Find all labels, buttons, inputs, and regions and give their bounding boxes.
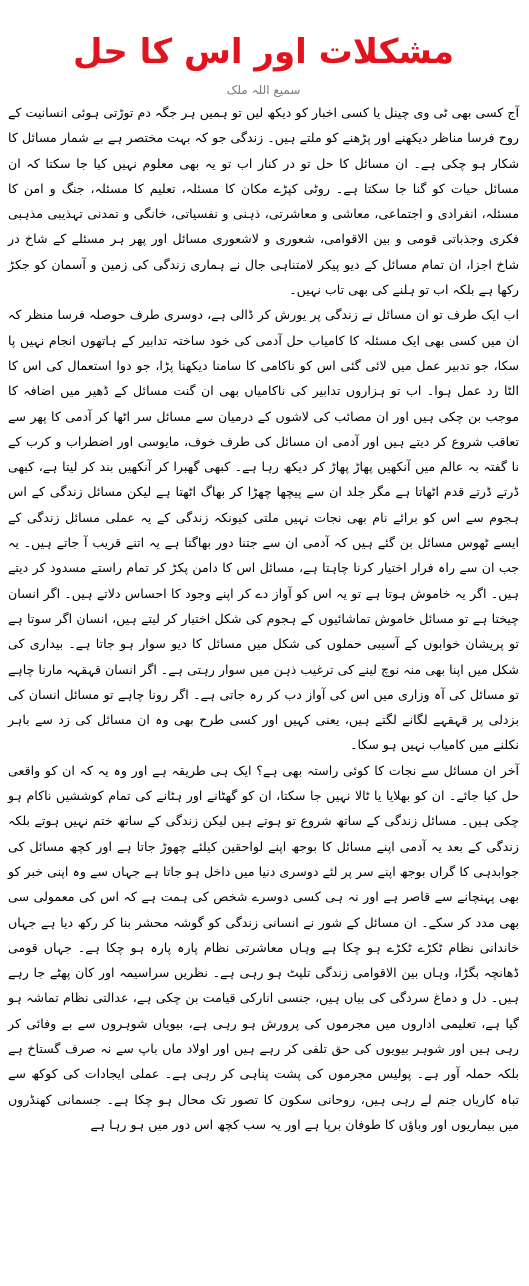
article-paragraph: اب ایک طرف تو ان مسائل نے زندگی پر یورش کر ڈالی ہے، دوسری طرف حوصلہ فرسا منظر کہ ان میں کسی بھی ایک مسئلہ کا کامیاب حل آدمی کی خود ساختہ تدابیر کے ہاتھوں انجام نہیں پا سکا، جو تدبیر عمل میں لائی گئی اس کو ناکامی کا سامنا دیکھنا پڑا، جو دوا استعمال کی اس کا الٹا رد عمل ہوا۔ اب تو ہزاروں تدابیر کی ناکامیاں بھی ان گنت مسائل کے ڈھیر میں اضافہ کا موجب بن چکی ہیں اور ان مصائب کی لاشوں کے درمیان سے مسائل سر اٹھا کر آدمی کا پھر سے تعاقب شروع کر دیتے ہیں اور آدمی ان مسائل کی طرف خوف، مایوسی اور اضطراب و کرب کے نا گفتہ بہ عالم میں آنکھیں پھاڑ پھاڑ کر دیکھ رہا ہے۔ کبھی گھبرا کر آنکھیں بند کر لیتا ہے، کبھی ڈرتے ڈرتے قدم اٹھاتا ہے مگر جلد ان سے پیچھا چھڑا کر بھاگ اٹھتا ہے لیکن مسائل زندگی کے اس ہجوم سے اس کو برائے نام بھی نجات نہیں ملتی کیونکہ زندگی کے یہ عملی مسائل زندگی کے ایسے ٹھوس مسائل بن گئے ہیں کہ آدمی ان سے جتنا دور بھاگتا ہے یہ اتنے قریب آ جاتے ہیں۔ یہ جب ان سے راہ فرار اختیار کرنا چاہتا ہے، مسائل اس کا دامن پکڑ کر تمام راستے مسدود کر دیتے ہیں۔ اگر یہ خاموش ہوتا ہے تو یہ اس کو آواز دے کر اپنے وجود کا احساس دلاتے ہیں۔ اگر انسان چیختا ہے تو مسائل خاموش تماشائیوں کے ہجوم کی شکل اختیار کر لیتے ہیں، انسان اگر سوتا ہے تو پریشان خوابوں کے آسیبی حملوں کی شکل میں مسائل کا دیو سوار ہو جاتا ہے۔ بیداری کی شکل میں اپنا بھی منہ نوچ لینے کی ترغیب ذہن میں سوار رہتی ہے۔ اگر انسان قہقہہ مارنا چاہے تو مسائل کی آہ وزاری میں اس کی آواز دب کر رہ جاتی ہے۔ اگر رونا چاہے تو مسائل انسان کی بزدلی پر قہقہے لگانے لگتے ہیں، یعنی کہیں اور کسی طرح بھی وہ ان مسائل کی زد سے باہر نکلنے میں کامیاب نہیں ہو سکا۔ bbox=[8, 307, 519, 753]
article-paragraph: آج کسی بھی ٹی وی چینل یا کسی اخبار کو دیکھ لیں تو ہمیں ہر جگہ دم توڑتی ہوئی انسانیت کے روح فرسا مناظر دیکھنے اور پڑھنے کو ملتے ہیں۔ زندگی جو کہ بہت مختصر ہے بے شمار مسائل کا شکار ہو چکی ہے۔ ان مسائل کا حل تو در کنار اب تو یہ بھی معلوم نہیں کیا جا سکتا کہ ان مسائل حیات کو گنا جا سکتا ہے۔ روٹی کپڑے مکان کا مسئلہ، تعلیم کا مسئلہ، جنگ و امن کا مسئلہ، انفرادی و اجتماعی، معاشی و معاشرتی، ذہنی و نفسیاتی، خانگی و تمدنی تہذیبی مذہبی فکری وجذباتی قومی و بین الاقوامی، شعوری و لاشعوری مسائل اور پھر ہر مسئلے کے شاخ در شاخ اجزا، ان تمام مسائل کے دیو پیکر لامتناہی جال نے ہماری زندگی کی زمین و آسمان کو جکڑ رکھا ہے بلکہ اب تو ہلنے کی بھی تاب نہیں۔ bbox=[8, 105, 519, 298]
article-title: مشکلات اور اس کا حل bbox=[72, 32, 455, 72]
article-paragraph: آخر ان مسائل سے نجات کا کوئی راستہ بھی ہے؟ ایک ہی طریقہ ہے اور وہ یہ کہ ان کو واقعی حل کیا جائے۔ ان کو بھلایا یا ٹالا نہیں جا سکتا، ان کو گھٹانے اور ہٹانے کی تمام کوششیں ناکام ہو چکی ہیں۔ مسائل زندگی کے ساتھ شروع تو ہوتے ہیں لیکن زندگی کے ساتھ ختم نہیں ہوتے بلکہ زندگی کے بعد یہ آدمی اپنے مسائل کا بوجھ اپنے لواحقین کیلئے چھوڑ جاتا ہے اور کچھ مسائل کی جوابدہی کا گراں بوجھ اپنے سر پر لئے دوسری دنیا میں داخل ہو جاتا ہے جہاں سے وہ اپنی خبر کو بھی پہنچانے سے قاصر ہے اور نہ ہی کسی دوسرے شخص کی ہمت ہے کہ اس کی معمولی سی بھی مدد کر سکے۔ ان مسائل کے شور نے انسانی زندگی کو گوشہ محشر بنا کر رکھ دیا ہے جہاں خاندانی نظام ٹکڑے ٹکڑے ہو چکا ہے وہاں معاشرتی نظام پارہ پارہ ہو چکا ہے۔ جہاں قومی ڈھانچہ بگڑا، وہاں بین الاقوامی زندگی تلپٹ ہو رہی ہے۔ نظریں سراسیمہ اور کان پھٹے جا رہے ہیں۔ دل و دماغ سردگی کی بیاں ہیں، جنسی انارکی قیامت بن چکی ہے، عدالتی نظام تماشہ ہو گیا ہے، تعلیمی اداروں میں مجرموں کی پرورش ہو رہی ہے، بیویاں شوہروں سے بے وفائی کر رہی ہیں اور شوہر بیویوں کی حق تلفی کر رہے ہیں اور اولاد ماں باپ سے نہ صرف گستاخ ہے بلکہ حملہ آور ہے۔ پولیس مجرموں کی پشت پناہی کر رہی ہے۔ عملی ایجادات کی کوکھ سے تباہ کاریاں جنم لے رہی ہیں، روحانی سکون کا تصور تک محال ہو چکا ہے۔ جسمانی کھنڈروں میں بیماریوں اور وباؤں کا طوفان برپا ہے اور یہ سب کچھ اس دور میں ہو رہا ہے bbox=[8, 762, 519, 1132]
article-author: سمیع اللہ ملک bbox=[226, 83, 301, 97]
article-page bbox=[0, 28, 529, 1286]
